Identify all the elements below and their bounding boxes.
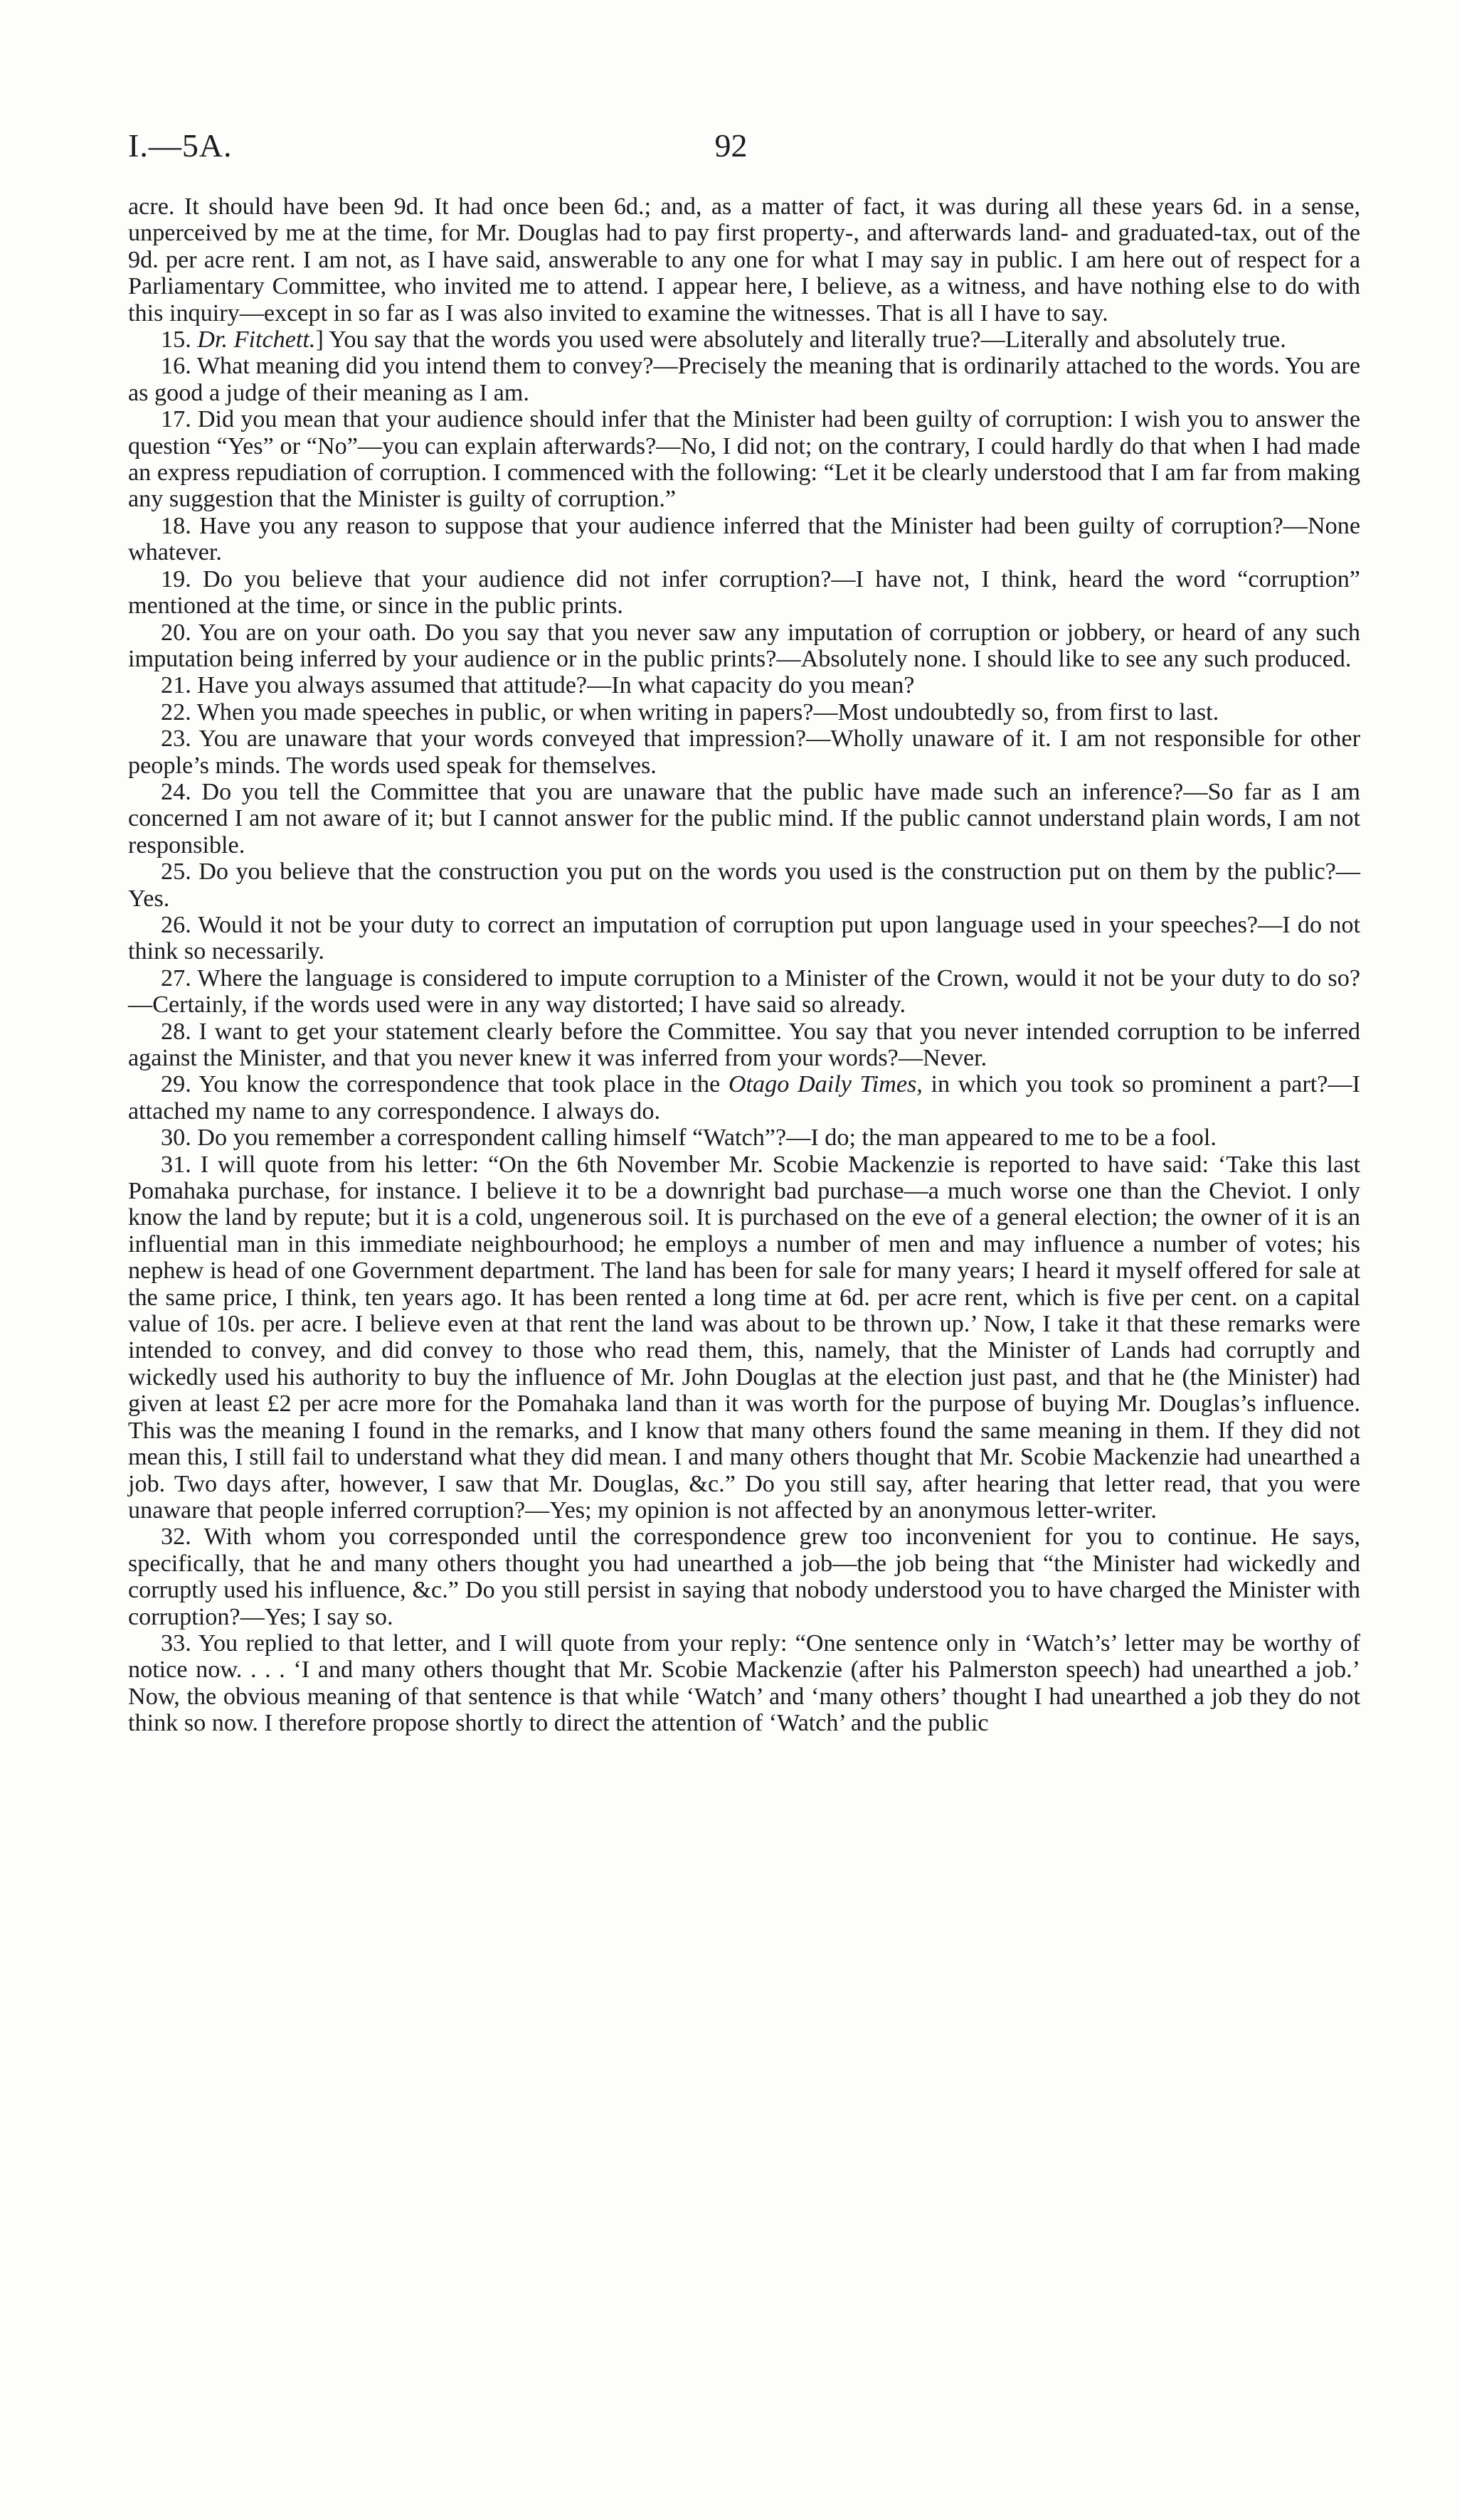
- paragraph: [128, 699, 1360, 725]
- paragraph-text: 30. Do you remember a correspondent calling himself “Watch”?—I do; the man appeared to me to be a fool.: [161, 1125, 1217, 1152]
- paragraph-text: 26. Would it not be your duty to correct an imputation of corruption put upon language used in your speeches?—I do not think so necessarily.: [128, 911, 1360, 965]
- paragraph-text: 21. Have you always assumed that attitude?—In what capacity do you mean?: [161, 672, 915, 699]
- paragraph-text: acre. It should have been 9d. It had once been 6d.; and, as a matter of fact, it was during all these years 6d. in a sense, unperceived by me at the time, for Mr. Douglas had to pay first property-, and afterwards land- and graduated-tax, out of the 9d. per acre rent. I am not, as I have said, answerable to any one for what I may say in public. I am here out of respect for a Parliamentary Committee, who invited me to attend. I appear here, I believe, as a witness, and have nothing else to do with this inquiry—except in so far as I was also invited to examine the witnesses. That is all I have to say.: [128, 193, 1360, 326]
- paragraph-text: 29. You know the correspondence that took place in the: [161, 1071, 729, 1098]
- paragraph: [128, 1071, 1360, 1125]
- paragraph: [128, 672, 1360, 698]
- paragraph-text: 20. You are on your oath. Do you say that you never saw any imputation of corruption or jobbery, or heard of any such imputation being inferred by your audience or in the public prints?—Absolutely none. I should like to see any such produced.: [128, 619, 1360, 672]
- paragraph: [128, 1019, 1360, 1072]
- paragraph: [128, 1524, 1360, 1630]
- paragraph-text: ] You say that the words you used were absolutely and literally true?—Literally and absolutely true.: [315, 326, 1286, 353]
- paragraph-text: 15.: [161, 326, 198, 353]
- paragraph: [128, 326, 1360, 353]
- paragraph-text: 18. Have you any reason to suppose that your audience inferred that the Minister had been guilty of corruption?—None whatever.: [128, 512, 1360, 566]
- paragraph-text: 17. Did you mean that your audience should infer that the Minister had been guilty of corruption: I wish you to answer the question “Yes” or “No”—you can explain afterwards?—No, I did not; on the contrary, I could hardly do that when I had made an express repudiation of corruption. I commenced with the following: “Let it be clearly understood that I am far from making any suggestion that the Minister is guilty of corruption.”: [128, 406, 1360, 513]
- paragraph: [128, 912, 1360, 965]
- paragraph: [128, 965, 1360, 1019]
- paragraph-text: 27. Where the language is considered to impute corruption to a Minister of the Crown, would it not be your duty to do so?—Certainly, if the words used were in any way distorted; I have said so already.: [128, 964, 1360, 1019]
- paragraph-text: 24. Do you tell the Committee that you are unaware that the public have made such an inference?—So far as I am concerned I am not aware of it; but I cannot answer for the public mind. If the public cannot understand plain words, I am not responsible.: [128, 778, 1360, 858]
- paragraph: [128, 1125, 1360, 1151]
- paragraph: [128, 620, 1360, 673]
- paragraph-text: 22. When you made speeches in public, or when writing in papers?—Most undoubtedly so, from first to last.: [161, 698, 1219, 725]
- paragraph-text: in which you took so prominent a part?—I attached my name to any correspondence. I always do.: [128, 1071, 1360, 1125]
- paragraph: [128, 406, 1360, 513]
- document-reference: I.—5A.: [128, 127, 233, 164]
- body-text: [128, 193, 1360, 1737]
- paragraph: [128, 353, 1360, 406]
- italic-text: Dr. Fitchett.: [197, 326, 316, 353]
- paragraph-text: 33. You replied to that letter, and I will quote from your reply: “One sentence only in ‘Watch’s’ letter may be worthy of notice now. . . . ‘I and many others thought that Mr. Scobie Mackenzie (after his Palmerston speech) had unearthed a job.’ Now, the obvious meaning of that sentence is that while ‘Watch’ and ‘many others’ thought I had unearthed a job they do not think so now. I therefore propose shortly to direct the attention of ‘Watch’ and the public: [128, 1630, 1360, 1737]
- paragraph: [128, 1630, 1360, 1737]
- paragraph-text: 31. I will quote from his letter: “On the 6th November Mr. Scobie Mackenzie is reported to have said: ‘Take this last Pomahaka purchase, for instance. I believe it to be a downright bad purchase—a much worse one than the Cheviot. I only know the land by repute; but it is a cold, ungenerous soil. It is purchased on the eve of a general election; the owner of it is an influential man in this immediate neighbourhood; he employs a number of men and may influence a number of votes; his nephew is head of one Government department. The land has been for sale for many years; I heard it myself offered for sale at the same price, I think, ten years ago. It has been rented a long time at 6d. per acre rent, which is five per cent. on a capital value of 10s. per acre. I believe even at that rent the land was about to be thrown up.’ Now, I take it that these remarks were intended to convey, and did convey to those who read them, this, namely, that the Minister of Lands had corruptly and wickedly used his authority to buy the influence of Mr. John Douglas at the election just past, and that he (the Minister) had given at least £2 per acre more for the Pomahaka land than it was worth for the purpose of buying Mr. Douglas’s influence. This was the meaning I found in the remarks, and I know that many others found the same meaning in them. If they did not mean this, I still fail to understand what they did mean. I and many others thought that Mr. Scobie Mackenzie had unearthed a job. Two days after, however, I saw that Mr. Douglas, &c.” Do you still say, after hearing that letter read, that you were unaware that people inferred corruption?—Yes; my opinion is not affected by an anonymous letter-writer.: [128, 1151, 1360, 1524]
- italic-text: Otago Daily Times,: [728, 1071, 923, 1098]
- paragraph: [128, 858, 1360, 912]
- paragraph-text: 25. Do you believe that the construction you put on the words you used is the construction put on them by the public?—Yes.: [128, 858, 1360, 912]
- paragraph: [128, 513, 1360, 566]
- paragraph: [128, 193, 1360, 326]
- paragraph-text: 32. With whom you corresponded until the correspondence grew too inconvenient for you to continue. He says, specifically, that he and many others thought you had unearthed a job—the job being that “the Minister had wickedly and corruptly used his influence, &c.” Do you still persist in saying that nobody understood you to have charged the Minister with corruption?—Yes; I say so.: [128, 1524, 1360, 1630]
- paragraph-text: 23. You are unaware that your words conveyed that impression?—Wholly unaware of it. I am not responsible for other people’s minds. The words used speak for themselves.: [128, 725, 1360, 779]
- paragraph-text: 28. I want to get your statement clearly before the Committee. You say that you never intended corruption to be inferred against the Minister, and that you never knew it was inferred from your words?—Never.: [128, 1018, 1360, 1071]
- paragraph: [128, 1152, 1360, 1524]
- paragraph: [128, 566, 1360, 620]
- page-header: [128, 127, 1334, 169]
- paragraph: [128, 725, 1360, 779]
- page-number: 92: [714, 127, 748, 164]
- paragraph-text: 16. What meaning did you intend them to convey?—Precisely the meaning that is ordinarily attached to the words. You are as good a judge of their meaning as I am.: [128, 353, 1360, 406]
- paragraph-text: 19. Do you believe that your audience did not infer corruption?—I have not, I think, heard the word “corruption” mentioned at the time, or since in the public prints.: [128, 565, 1360, 620]
- paragraph: [128, 779, 1360, 858]
